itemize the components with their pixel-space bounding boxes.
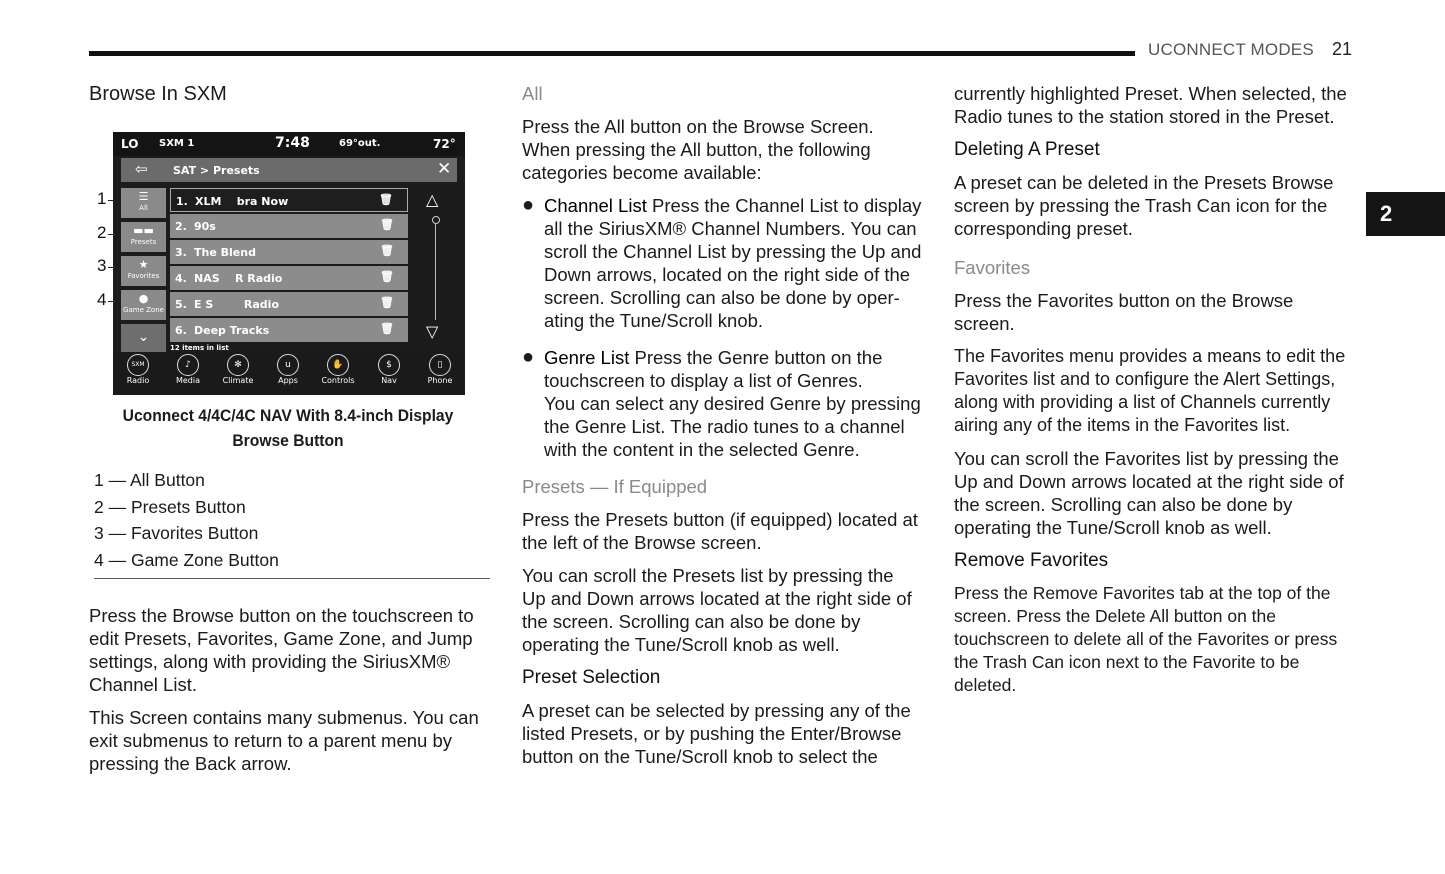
bullet-icon: ● bbox=[522, 346, 535, 368]
paragraph: Press the Presets button (if equipped) located at the left of the Browse screen. bbox=[522, 509, 918, 553]
phone-icon: ▯ bbox=[429, 354, 451, 376]
game-zone-button[interactable]: ● Game Zone bbox=[121, 290, 166, 320]
callout-item: 1 — All Button bbox=[94, 470, 205, 490]
nav-nav[interactable]: $ Nav bbox=[364, 354, 414, 385]
trash-icon[interactable]: 🗑 bbox=[380, 322, 394, 335]
presets-icon: ▬▬ bbox=[133, 224, 154, 237]
bottom-nav bbox=[113, 352, 465, 395]
breadcrumb: SAT > Presets bbox=[173, 164, 260, 177]
trash-icon[interactable]: 🗑 bbox=[379, 193, 393, 206]
trash-icon[interactable]: 🗑 bbox=[380, 270, 394, 283]
remove-favorites-heading: Remove Favorites bbox=[954, 550, 1109, 571]
trash-icon[interactable]: 🗑 bbox=[380, 244, 394, 257]
trash-icon[interactable]: 🗑 bbox=[380, 296, 394, 309]
preset-row[interactable]: 5. E S Radio 🗑 bbox=[170, 292, 408, 316]
paragraph: A preset can be selected by pressing any of the listed Presets, or by pushing the Enter/Browse button on the Tune/Scroll knob to select the bbox=[522, 700, 911, 767]
paragraph: The Favorites menu provides a means to edit the Favorites list and to configure the Alert Settings, along with providing a list of Channels currently airing any of the items in the Favorites list. bbox=[954, 346, 1346, 435]
callout-number-1: 1 bbox=[97, 189, 107, 208]
back-arrow-icon[interactable]: ⇦ bbox=[135, 160, 148, 178]
figure-caption: Uconnect 4/4C/4C NAV With 8.4-inch Display Browse Button bbox=[122, 406, 454, 450]
preset-row[interactable]: 1. XLM bra Now 🗑 bbox=[170, 188, 408, 212]
media-nav[interactable]: ♪ Media bbox=[163, 354, 213, 385]
callout-number-2: 2 bbox=[97, 223, 107, 242]
bullet-icon: ● bbox=[522, 194, 535, 216]
scroll-down-icon[interactable]: ▽ bbox=[426, 322, 439, 341]
controls-icon: ✋ bbox=[327, 354, 349, 376]
close-icon[interactable]: ✕ bbox=[437, 159, 452, 179]
callout-number-4: 4 bbox=[97, 290, 107, 309]
section-title: UCONNECT MODES bbox=[1148, 40, 1314, 59]
station-label: SXM 1 bbox=[159, 138, 195, 149]
list-item: ● Genre List Press the Genre button on the touchscreen to display a list of Genres. You can select any desired Genre by pressing the Genre List. The radio tunes to a channel with the content in the selected Genre. bbox=[522, 346, 921, 460]
clock: 7:48 bbox=[275, 135, 310, 151]
bullet-term: Channel List bbox=[544, 195, 647, 216]
preset-row[interactable]: 6. Deep Tracks 🗑 bbox=[170, 318, 408, 342]
page-number: 21 bbox=[1332, 39, 1353, 59]
callout-item: 3 — Favorites Button bbox=[94, 523, 259, 544]
presets-heading: Presets — If Equipped bbox=[522, 476, 708, 497]
chapter-tab: 2 bbox=[1366, 192, 1445, 236]
controls-nav[interactable]: ✋ Controls bbox=[313, 354, 363, 385]
preset-row[interactable]: 4. NAS R Radio 🗑 bbox=[170, 266, 408, 290]
paragraph: Press the Browse button on the touchscreen to edit Presets, Favorites, Game Zone, and Jump settings, along with providing the SiriusXM® Channel List. bbox=[89, 605, 474, 695]
callout-list bbox=[94, 467, 490, 579]
radio-nav[interactable]: SXM Radio bbox=[113, 354, 163, 385]
items-count: 12 items in list bbox=[170, 344, 229, 352]
callout-divider bbox=[94, 578, 490, 579]
column-2 bbox=[522, 82, 922, 778]
outside-temp: 69°out. bbox=[339, 138, 381, 149]
star-icon: ★ bbox=[138, 258, 149, 271]
section-heading: Browse In SXM bbox=[89, 83, 227, 105]
status-bar bbox=[113, 132, 465, 156]
favorites-button[interactable]: ★ Favorites bbox=[121, 256, 166, 286]
callout-item: 2 — Presets Button bbox=[94, 496, 246, 517]
all-heading: All bbox=[522, 83, 543, 104]
apps-icon: u bbox=[277, 354, 299, 376]
game-zone-icon: ● bbox=[138, 292, 149, 305]
paragraph: A preset can be deleted in the Presets Browse screen by pressing the Trash Can icon for the corresponding preset. bbox=[954, 172, 1334, 239]
presets-button[interactable]: ▬▬ Presets bbox=[121, 222, 166, 252]
radio-screenshot bbox=[113, 132, 465, 395]
browse-header bbox=[121, 158, 457, 182]
radio-icon: SXM bbox=[127, 354, 149, 376]
paragraph: Press the Remove Favorites tab at the top of the screen. Press the Delete All button on the touchscreen to delete all of the Favorites or press the Trash Can icon next to the Favorite to be deleted. bbox=[954, 583, 1338, 695]
paragraph: currently highlighted Preset. When selected, the Radio tunes to the station stored in the Preset. bbox=[954, 83, 1347, 127]
column-1-body bbox=[89, 604, 489, 785]
climate-nav[interactable]: ✻ Climate bbox=[213, 354, 263, 385]
preset-selection-heading: Preset Selection bbox=[522, 667, 661, 688]
scroll-controls bbox=[415, 188, 457, 346]
cabin-temp: 72° bbox=[433, 137, 456, 151]
list-icon: ☰ bbox=[138, 190, 149, 203]
chevron-down-icon: ⌄ bbox=[137, 329, 150, 345]
all-button[interactable]: ☰ All bbox=[121, 188, 166, 218]
phone-nav[interactable]: ▯ Phone bbox=[415, 354, 465, 385]
scroll-track[interactable] bbox=[435, 224, 436, 320]
lo-label: LO bbox=[121, 137, 139, 151]
scroll-up-icon[interactable]: △ bbox=[426, 190, 439, 209]
paragraph: You can scroll the Favorites list by pressing the Up and Down arrows located at the right side of the screen. Scrolling can also be done by operating the Tune/Scroll knob as well. bbox=[954, 448, 1344, 538]
header-rule bbox=[89, 51, 1135, 56]
callout-item: 4 — Game Zone Button bbox=[94, 550, 279, 571]
trash-icon[interactable]: 🗑 bbox=[380, 218, 394, 231]
callout-number-3: 3 bbox=[97, 256, 107, 275]
more-button[interactable] bbox=[121, 324, 166, 354]
paragraph: Press the All button on the Browse Screen. When pressing the All button, the following categories become available: bbox=[522, 116, 874, 183]
column-3 bbox=[954, 82, 1356, 707]
climate-icon: ✻ bbox=[227, 354, 249, 376]
nav-icon: $ bbox=[378, 354, 400, 376]
paragraph: Press the Favorites button on the Browse screen. bbox=[954, 290, 1294, 334]
list-item: ● Channel List Press the Channel List to display all the SiriusXM® Channel Numbers. You can scroll the Channel List by pressing the Up and Down arrows, located on the right side of the screen. Scrolling can also be done by oper-ating the Tune/Scroll knob. bbox=[522, 194, 922, 331]
apps-nav[interactable]: u Apps bbox=[263, 354, 313, 385]
preset-row[interactable]: 2. 90s 🗑 bbox=[170, 214, 408, 238]
paragraph: This Screen contains many submenus. You can exit submenus to return to a parent menu by pressing the Back arrow. bbox=[89, 707, 479, 774]
scroll-thumb[interactable] bbox=[432, 216, 440, 224]
category-list bbox=[522, 194, 922, 461]
paragraph: You can scroll the Presets list by pressing the Up and Down arrows located at the right side of the screen. Scrolling can also be done by operating the Tune/Scroll knob as well. bbox=[522, 565, 912, 655]
bullet-term: Genre List bbox=[544, 347, 630, 368]
preset-row[interactable]: 3. The Blend 🗑 bbox=[170, 240, 408, 264]
media-icon: ♪ bbox=[177, 354, 199, 376]
favorites-heading: Favorites bbox=[954, 257, 1031, 278]
deleting-heading: Deleting A Preset bbox=[954, 139, 1100, 160]
